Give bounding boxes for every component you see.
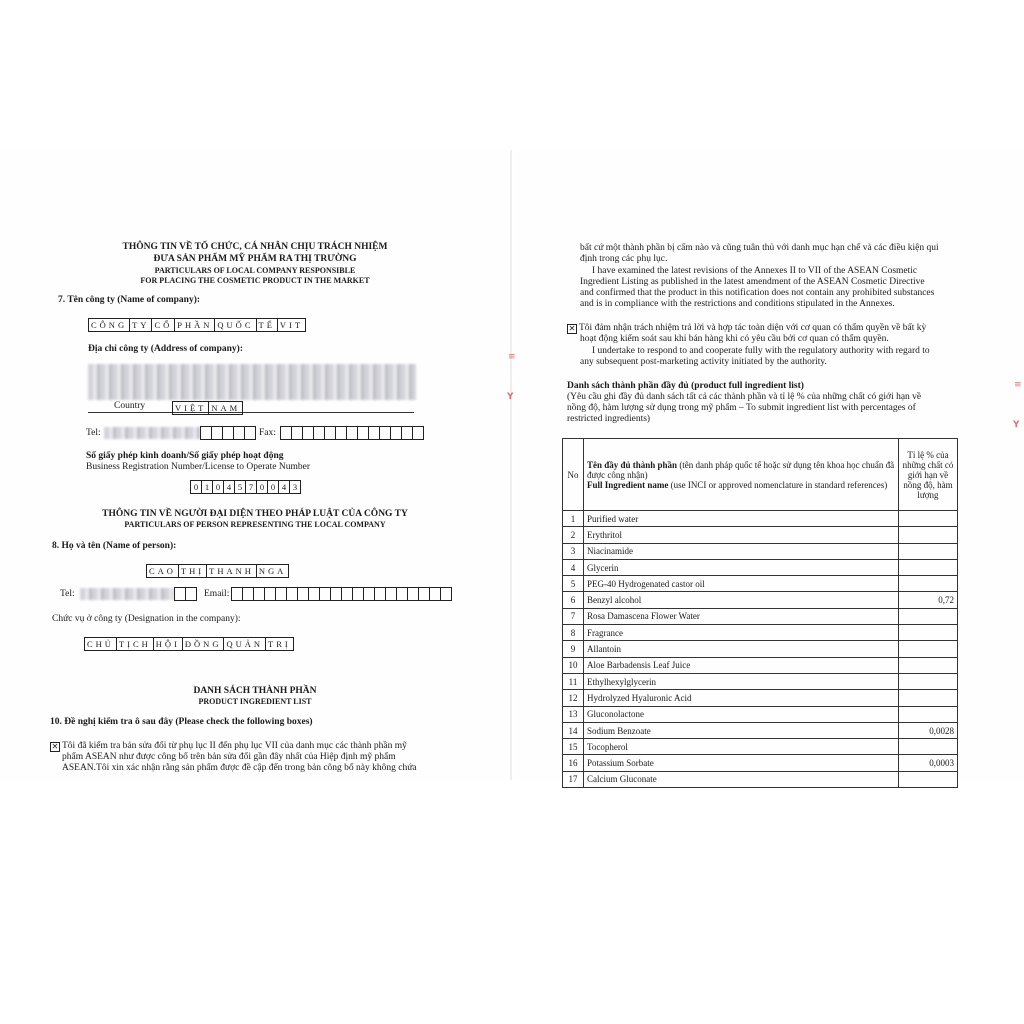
row-no: 5 — [563, 576, 584, 592]
email-boxes — [231, 587, 452, 600]
designation-box: TỊCH — [116, 637, 153, 651]
cont-en-line-3: and confirmed that the product in this notification does not contain any prohibited substances — [580, 288, 935, 298]
row-percentage — [899, 527, 958, 543]
row-percentage — [899, 608, 958, 624]
row-no: 13 — [563, 706, 584, 722]
row-no: 14 — [563, 722, 584, 738]
cont-vi-line-2: định trong các phụ lục. — [580, 254, 668, 264]
row-ingredient-name: PEG-40 Hydrogenated castor oil — [584, 576, 899, 592]
company-box: QUỐC — [214, 318, 255, 332]
company-box: CỔ — [151, 318, 174, 332]
check-text-line-3: ASEAN.Tôi xin xác nhận rằng sản phẩm được đề cập đến trong bản công bố này không chứa — [62, 763, 417, 773]
stamp-mark: ≡ — [508, 352, 516, 362]
license-digit: 0 — [190, 480, 201, 494]
table-row — [563, 706, 958, 722]
row-percentage: 0,0028 — [899, 722, 958, 738]
ingredient-table-body — [563, 511, 958, 788]
company-box: PHẦN — [174, 318, 214, 332]
row-no: 6 — [563, 592, 584, 608]
license-digit: 0 — [267, 480, 278, 494]
table-row — [563, 771, 958, 787]
address-label: Địa chỉ công ty (Address of company): — [88, 344, 243, 354]
page-fold — [510, 150, 512, 780]
cont-vi-line-1: bất cứ một thành phần bị cấm nào và cũng tuân thủ với danh mục hạn chế và các điều kiện qui — [580, 243, 939, 253]
row-no: 8 — [563, 625, 584, 641]
row-no: 12 — [563, 690, 584, 706]
person-box: THANH — [206, 564, 256, 578]
row-ingredient-name: Sodium Benzoate — [584, 722, 899, 738]
license-digit: 1 — [201, 480, 212, 494]
list-desc-line-3: restricted ingredients) — [567, 414, 651, 424]
rep-header-en: PARTICULARS OF PERSON REPRESENTING THE LOCAL COMPANY — [124, 520, 386, 529]
row-ingredient-name: Benzyl alcohol — [584, 592, 899, 608]
row-no: 2 — [563, 527, 584, 543]
designation-box: HỘI — [153, 637, 182, 651]
row-no: 15 — [563, 739, 584, 755]
check-item-annex — [50, 741, 450, 752]
person-tel-boxes — [174, 587, 197, 600]
person-tel-label: Tel: — [60, 589, 75, 599]
header-ingredient-name — [584, 439, 899, 511]
check-text-line-2: phẩm ASEAN như được công bố trên bản sửa đổi gần đây nhất của Hiệp định mỹ phẩm — [62, 752, 396, 762]
row-ingredient-name: Erythritol — [584, 527, 899, 543]
company-header-vi-1: THÔNG TIN VỀ TỔ CHỨC, CÁ NHÂN CHỊU TRÁCH NHIỆM — [122, 242, 388, 252]
checked-box-icon[interactable]: ✕ — [51, 742, 59, 751]
row-ingredient-name: Calcium Gluconate — [584, 771, 899, 787]
row-percentage — [899, 690, 958, 706]
row-ingredient-name: Glycerin — [584, 559, 899, 575]
row-percentage — [899, 559, 958, 575]
resp-vi-line-1: Tôi đảm nhận trách nhiệm trả lời và hợp tác toàn diện với cơ quan có thẩm quyền về bất kỳ — [579, 323, 927, 333]
table-row — [563, 559, 958, 575]
designation-box: CHỦ — [84, 637, 116, 651]
table-row — [563, 608, 958, 624]
ingredient-list-header-en: PRODUCT INGREDIENT LIST — [198, 697, 312, 706]
designation-label: Chức vụ ở công ty (Designation in the company): — [52, 614, 241, 624]
license-digit: 0 — [212, 480, 223, 494]
row-ingredient-name: Aloe Barbadensis Leaf Juice — [584, 657, 899, 673]
row-no: 4 — [563, 559, 584, 575]
company-header-en-1: PARTICULARS OF LOCAL COMPANY RESPONSIBLE — [154, 266, 356, 275]
license-digit: 0 — [256, 480, 267, 494]
license-digit: 4 — [223, 480, 234, 494]
list-desc-line-2: nồng độ, hàm lượng sử dụng trong mỹ phẩm – To submit ingredient list with percentages of — [567, 403, 916, 413]
row-ingredient-name: Ethylhexylglycerin — [584, 673, 899, 689]
person-name-label: 8. Họ và tên (Name of person): — [52, 541, 177, 551]
resp-en-line-2: any subsequent post-marketing activity initiated by the authority. — [580, 357, 827, 367]
company-name-label: 7. Tên công ty (Name of company): — [58, 295, 201, 305]
row-percentage: 0,72 — [899, 592, 958, 608]
row-percentage: 0,0003 — [899, 755, 958, 771]
resp-vi-line-2: hoạt động kiểm soát sau khi bán hàng khi có yêu cầu bởi cơ quan có thẩm quyền. — [580, 334, 889, 344]
ingredient-list-header-vi: DANH SÁCH THÀNH PHẦN — [193, 686, 317, 696]
tel-label: Tel: — [86, 428, 101, 438]
row-no: 7 — [563, 608, 584, 624]
license-label-vi: Số giấy phép kinh doanh/Số giấy phép hoạt động — [86, 451, 284, 461]
header-name-en: Full Ingredient name — [587, 479, 669, 490]
redacted-person-tel — [80, 588, 174, 600]
email-label: Email: — [204, 589, 230, 599]
list-desc-line-1: (Yêu cầu ghi đầy đủ danh sách tất cả các thành phần và tỉ lệ % của những chất có giới hạn về — [567, 392, 922, 402]
table-row — [563, 657, 958, 673]
row-no: 3 — [563, 543, 584, 559]
row-percentage — [899, 706, 958, 722]
row-percentage — [899, 771, 958, 787]
license-digit: 4 — [278, 480, 289, 494]
row-percentage — [899, 673, 958, 689]
person-box: THỊ — [178, 564, 206, 578]
row-no: 11 — [563, 673, 584, 689]
table-row — [563, 739, 958, 755]
stamp-mark: ≡ — [1014, 380, 1022, 390]
company-header-vi-2: ĐƯA SẢN PHẨM MỸ PHẨM RA THỊ TRƯỜNG — [153, 254, 357, 264]
company-header-en-2: FOR PLACING THE COSMETIC PRODUCT IN THE MARKET — [140, 276, 370, 285]
table-row — [563, 673, 958, 689]
tel-boxes — [200, 426, 256, 439]
header-name-vi: Tên đầy đủ thành phần — [587, 459, 678, 470]
fax-boxes — [280, 426, 424, 439]
country-boxes — [172, 401, 243, 414]
row-ingredient-name: Potassium Sorbate — [584, 755, 899, 771]
row-percentage — [899, 576, 958, 592]
license-digit-boxes — [190, 480, 301, 493]
license-label-en: Business Registration Number/License to Operate Number — [86, 462, 310, 472]
header-name-vi-note: (tên danh pháp quốc tế hoặc sử dụng tên khoa học chuẩn đã được công nhận) — [587, 459, 895, 480]
designation-boxes — [84, 637, 294, 650]
table-row — [563, 625, 958, 641]
check-item-responsibility — [567, 323, 967, 334]
row-percentage — [899, 511, 958, 527]
table-row — [563, 543, 958, 559]
person-box: NGA — [256, 564, 289, 578]
row-ingredient-name: Fragrance — [584, 625, 899, 641]
rep-header-vi: THÔNG TIN VỀ NGƯỜI ĐẠI DIỆN THEO PHÁP LUẬT CỦA CÔNG TY — [102, 509, 408, 519]
row-ingredient-name: Rosa Damascena Flower Water — [584, 608, 899, 624]
checked-box-icon[interactable]: ✕ — [568, 324, 576, 333]
company-box: CÔNG — [88, 318, 129, 332]
designation-box: QUẢN — [223, 637, 265, 651]
check-text-line-1: Tôi đã kiểm tra bản sửa đổi từ phụ lục II đến phụ lục VII của danh mục các thành phần mỹ — [62, 741, 407, 751]
company-box: TẾ — [256, 318, 277, 332]
row-no: 16 — [563, 755, 584, 771]
designation-box: TRỊ — [265, 637, 294, 651]
full-ingredient-list-title: Danh sách thành phần đầy đủ (product full ingredient list) — [567, 381, 804, 391]
company-box: VIT — [277, 318, 306, 332]
row-percentage — [899, 625, 958, 641]
header-percentage: Tỉ lệ % của những chất có giới hạn về nồng độ, hàm lượng — [899, 439, 958, 511]
check-boxes-label: 10. Đề nghị kiểm tra ô sau đây (Please check the following boxes) — [50, 717, 313, 727]
company-box: TY — [129, 318, 151, 332]
table-row — [563, 527, 958, 543]
row-ingredient-name: Allantoin — [584, 641, 899, 657]
table-row — [563, 722, 958, 738]
cont-en-line-1: I have examined the latest revisions of the Annexes II to VII of the ASEAN Cosmetic — [592, 266, 918, 276]
table-row — [563, 511, 958, 527]
country-box: NAM — [208, 401, 243, 415]
person-box: CAO — [146, 564, 178, 578]
row-ingredient-name: Hydrolyzed Hyaluronic Acid — [584, 690, 899, 706]
license-digit: 3 — [289, 480, 301, 494]
cont-en-line-4: and is in compliance with the restrictions and conditions stipulated in the Annexes. — [580, 299, 895, 309]
row-no: 9 — [563, 641, 584, 657]
country-label: Country — [114, 401, 146, 411]
header-no: No — [563, 439, 584, 511]
stamp-mark: Y — [507, 392, 514, 402]
table-row — [563, 576, 958, 592]
row-ingredient-name: Tocopherol — [584, 739, 899, 755]
stamp-mark: Y — [1013, 420, 1020, 430]
person-name-boxes — [146, 564, 289, 577]
license-digit: 7 — [245, 480, 256, 494]
row-percentage — [899, 657, 958, 673]
ingredient-table — [562, 438, 958, 788]
row-no: 10 — [563, 657, 584, 673]
table-row — [563, 592, 958, 608]
redacted-tel — [104, 427, 200, 439]
designation-box: ĐỒNG — [182, 637, 224, 651]
cont-en-line-2: Ingredient Listing as published in the latest amendment of the ASEAN Cosmetic Directive — [580, 277, 925, 287]
country-box: VIỆT — [172, 401, 208, 415]
row-percentage — [899, 641, 958, 657]
row-no: 17 — [563, 771, 584, 787]
resp-en-line-1: I undertake to respond to and cooperate fully with the regulatory authority with regard to — [592, 346, 930, 356]
fax-label: Fax: — [259, 428, 276, 438]
row-percentage — [899, 543, 958, 559]
table-row — [563, 690, 958, 706]
row-ingredient-name: Niacinamide — [584, 543, 899, 559]
table-row — [563, 641, 958, 657]
row-no: 1 — [563, 511, 584, 527]
redacted-address — [88, 364, 416, 400]
row-percentage — [899, 739, 958, 755]
ingredient-table-header — [563, 439, 958, 511]
row-ingredient-name: Gluconolactone — [584, 706, 899, 722]
header-name-en-note: (use INCI or approved nomenclature in standard references) — [668, 479, 888, 490]
table-row — [563, 755, 958, 771]
company-name-boxes — [88, 318, 306, 331]
license-digit: 5 — [234, 480, 245, 494]
row-ingredient-name: Purified water — [584, 511, 899, 527]
